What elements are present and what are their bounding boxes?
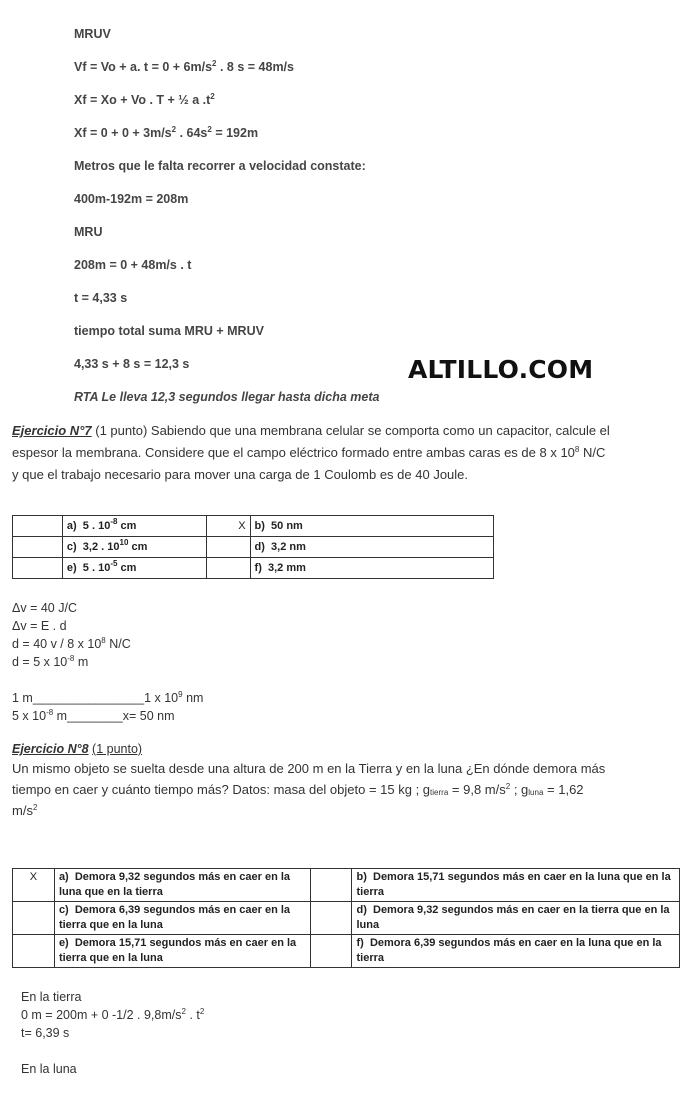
mru-equation: 208m = 0 + 48m/s . t [74, 258, 192, 272]
ex7-option-e[interactable]: e) 5 . $10^{-5}$ cm [62, 558, 206, 579]
table-row [13, 935, 680, 968]
ex8-luna-label: En la luna [21, 1062, 77, 1076]
ex8-tierra-equation: 0 m = 200m + 0 -1/2 . $9,8m/s^2$ . $t^2$ [21, 1007, 205, 1022]
remaining-calc: 400m-192m = 208m [74, 192, 189, 206]
ex8-tierra-time: t= 6,39 s [21, 1026, 70, 1040]
watermark-logo: ALTILLO.COM [408, 355, 594, 384]
xf-formula: Xf = Xo + Vo . T + ½ a $.t^2$ [74, 92, 215, 107]
ex7-work-line2: Δv = E . d [12, 619, 67, 633]
ex7-rule-line1: 1 m________________1 x $10^9$ nm [12, 690, 204, 705]
total-time-calc: 4,33 s + 8 s = 12,3 s [74, 357, 190, 371]
total-time-label: tiempo total suma MRU + MRUV [74, 324, 264, 338]
remaining-label: Metros que le falta recorrer a velocidad constate: [74, 159, 366, 173]
ex7-statement-line1: Ejercicio N°7 (1 punto) Sabiendo que una membrana celular se comporta como un capacitor, calcule el [12, 423, 610, 438]
ex7-option-d[interactable]: d) 3,2 nm [250, 537, 493, 558]
answer-text: RTA Le lleva 12,3 segundos llegar hasta dicha meta [74, 390, 380, 404]
ex8-option-f[interactable]: f) Demora 6,39 segundos más en caer en la luna que en la tierra [352, 935, 680, 968]
ex7-option-c[interactable]: c) 3,2 . $10^{10}$ cm [62, 537, 206, 558]
table-row [13, 516, 494, 537]
ex8-option-d[interactable]: d) Demora 9,32 segundos más en caer en la tierra que en la luna [352, 902, 680, 935]
ex7-work-line3: d = 40 v / 8 x $10^8$ N/C [12, 636, 131, 651]
ex8-option-e[interactable]: e) Demora 15,71 segundos más en caer en la tierra que en la luna [54, 935, 310, 968]
table-row [13, 869, 680, 902]
table-row [13, 558, 494, 579]
mru-heading: MRU [74, 225, 103, 239]
ex7-rule-line2: 5 x $10^{-8}$ m________x= 50 nm [12, 708, 175, 723]
ex7-work-line4: d = 5 x $10^{-8}$ m [12, 654, 89, 669]
ex7-correct-mark: X [206, 516, 250, 537]
table-row [13, 537, 494, 558]
ex8-correct-mark: X [13, 869, 55, 902]
table-row [13, 902, 680, 935]
xf-calculation: $Xf = 0 + 0 + 3m/s^2$ . $64s^2 = 192m$ [74, 125, 259, 140]
vf-equation: Vf = Vo + a. $t = 0 + 6m/s^2$ . 8 s = 48m/s [74, 59, 294, 74]
ex8-statement-line2: tiempo en caer y cuánto tiempo más? Datos: masa del objeto = 15 kg ; $g_{tierra} = 9,8$ $m/s^2$ ; $g_{luna} = 1,62$ [12, 782, 584, 797]
ex8-option-b[interactable]: b) Demora 15,71 segundos más en caer en la luna que en la tierra [352, 869, 680, 902]
ex7-option-a[interactable]: a) 5 . $10^{-8}$ cm [62, 516, 206, 537]
ex8-heading: Ejercicio N°8 (1 punto) [12, 742, 143, 756]
ex7-work-line1: Δv = 40 J/C [12, 601, 77, 615]
ex7-option-f[interactable]: f) 3,2 mm [250, 558, 493, 579]
ex7-statement-line2: espesor la membrana. Considere que el campo eléctrico formado entre ambas caras es de 8 x $10^8$ N/C [12, 445, 606, 460]
mru-time: t = 4,33 s [74, 291, 128, 305]
ex8-option-c[interactable]: c) Demora 6,39 segundos más en caer en la tierra que en la luna [54, 902, 310, 935]
ex8-title: Ejercicio N°8 [12, 742, 89, 756]
ex8-statement-line1: Un mismo objeto se suelta desde una altura de 200 m en la Tierra y en la luna ¿En dónde demora más [12, 761, 606, 776]
ex8-option-a[interactable]: a) Demora 9,32 segundos más en caer en la luna que en la tierra [54, 869, 310, 902]
ex7-options-table [12, 515, 494, 579]
ex7-statement-line3: y que el trabajo necesario para mover una carga de 1 Coulomb es de 40 Joule. [12, 467, 469, 482]
ex7-option-b[interactable]: b) 50 nm [250, 516, 493, 537]
ex7-title: Ejercicio N°7 [12, 423, 92, 438]
ex8-statement-line3: $m/s^2$ [12, 803, 38, 818]
ex8-tierra-label: En la tierra [21, 990, 82, 1004]
mruv-heading: MRUV [74, 27, 111, 41]
ex8-options-table [12, 868, 680, 968]
